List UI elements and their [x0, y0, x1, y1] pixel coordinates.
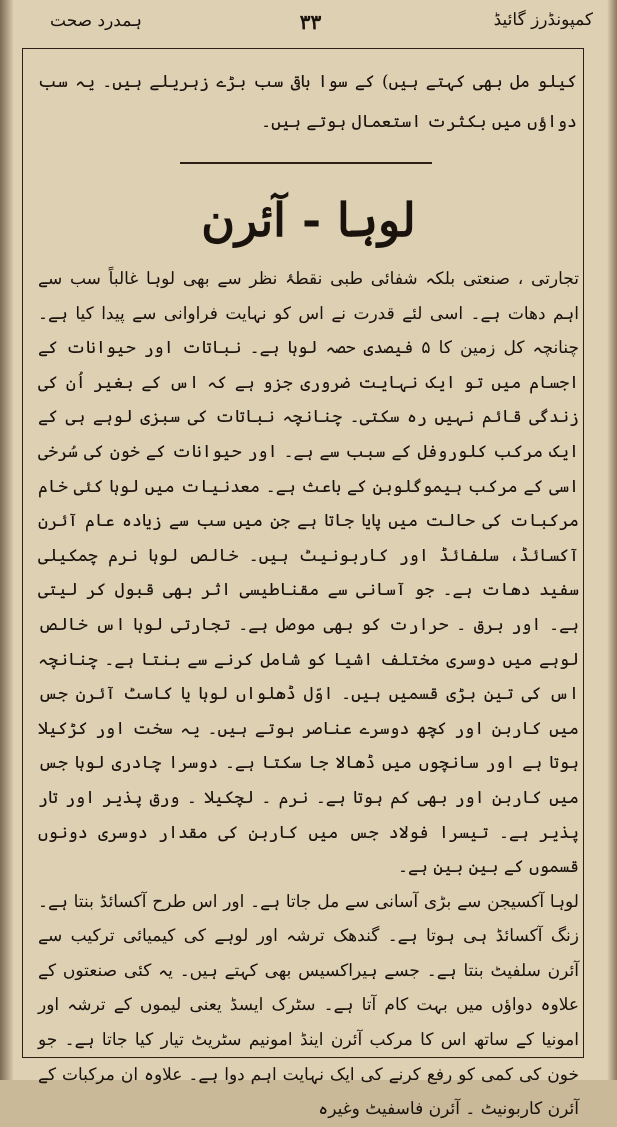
section-body: [38, 262, 580, 1120]
page-edge: [607, 0, 617, 1080]
section-divider: [180, 162, 432, 164]
intro-paragraph: کیلو مل بھی کہتے ہیں) کے سوا باقی سب بڑے زہریلے ہیں۔ یہ سب دواؤں میں بکثرت استعمال ہوتے ہیں۔: [38, 72, 577, 132]
body-paragraph: تجارتی ، صنعتی بلکہ شفائی طبی نقطۂ نظر سے بھی لوہا غالباً سب سے اہم دھات ہے۔ اسی لئے قدرت نے اس کو نہایت فراوانی سے پیدا کیا ہے۔ چنانچہ کل زمین کا ۵ فیصدی حصہ لوہا ہے۔ نباتات اور حیوانات کے اجسام میں تو ایک نہایت ضروری جزو ہے کہ اس کے بغیر اُن کی زندگی قائم نہیں رہ سکتی۔ چنانچہ نباتات کی سبزی لوہے ہی کے ایک مرکب کلوروفل کے سبب سے ہے۔ اور حیوانات کے خون کی سُرخی اسی کے مرکب ہیموگلوبن کے باعث ہے۔ معدنیات میں لوہا کئی خام مرکبات کی حالت میں پایا جاتا ہے جن میں سب سے زیادہ عام آئرن آکسائڈ، سلفائڈ اور کاربونیٹ ہیں۔ خالص لوہا نرم چمکیلی سفید دھات ہے۔ جو آسانی سے مقناطیسی اثر بھی قبول کر لیتی ہے۔ اور برق ۔ حرارت کو بھی موصل ہے۔ تجارتی لوہا اس خالص لوہے میں دوسری مختلف اشیا کو شامل کرنے سے بنتا ہے۔ چنانچہ اس کی تین بڑی قسمیں ہیں۔ اوّل ڈھلواں لوہا یا کاسٹ آئرن جس میں کاربن اور کچھ دوسرے عناصر ہوتے ہیں۔ یہ سخت اور کڑکیلا ہوتا ہے اور سانچوں میں ڈھالا جا سکتا ہے۔ دوسرا چادری لوہا جس میں کاربن اور بھی کم ہوتا ہے۔ نرم ۔ لچکیلا ۔ ورق پذیر اور تار پذیر ہے۔ تیسرا فولاد جس میں کاربن کی مقدار دوسری دونوں قسموں کے بین بین ہے۔: [38, 269, 580, 878]
body-paragraph: لوہا آکسیجن سے بڑی آسانی سے مل جاتا ہے۔ اور اس طرح آکسائڈ بنتا ہے۔ زنگ آکسائڈ ہی ہوتا ہے۔ گندھک ترشہ اور لوہے کی کیمیائی ترکیب سے آئرن سلفیٹ بنتا ہے۔ جسے ہیراکسیس بھی کہتے ہیں۔ یہ کئی صنعتوں کے علاوہ دواؤں میں بہت کام آتا ہے۔ سٹرک ایسڈ یعنی لیموں کے ترشہ اور امونیا کے ساتھ اس کا مرکب آئرن اینڈ امونیم سٹریٹ تیار کیا جاتا ہے۔ جو خون کی کمی کو رفع کرنے کی ایک نہایت اہم دوا ہے۔ علاوہ ان مرکبات کے آئرن کاربونیٹ ۔ آئرن فاسفیٹ وغیرہ: [38, 891, 579, 1120]
page-number: ۳۳: [299, 10, 322, 34]
section-title: لوہا - آئرن: [201, 193, 416, 247]
running-header-right: کمپونڈرز گائیڈ: [493, 10, 593, 30]
spine-shadow: [0, 0, 14, 1080]
running-header: [20, 6, 601, 42]
running-header-left: ہمدرد صحت: [50, 11, 142, 31]
